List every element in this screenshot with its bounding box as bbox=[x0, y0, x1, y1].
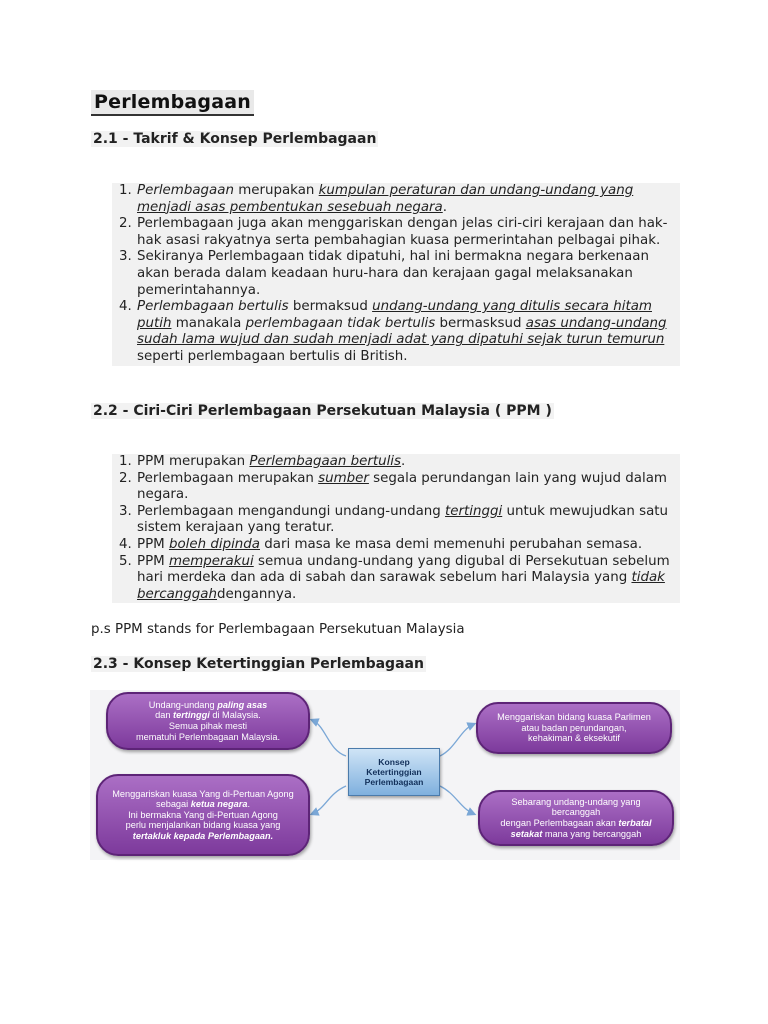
center-concept-box: Konsep Ketertinggian Perlembagaan bbox=[348, 748, 440, 796]
ciri-list bbox=[112, 454, 680, 603]
section-heading-takrif: 2.1 - Takrif & Konsep Perlembagaan bbox=[93, 131, 377, 147]
section-heading-ketertinggian: 2.3 - Konsep Ketertinggian Perlembagaan bbox=[93, 656, 424, 672]
takrif-list bbox=[112, 183, 680, 366]
list-item: 1. Perlembagaan merupakan kumpulan peraturan dan undang-undang yang menjadi asas pembentukan sesebuah negara. bbox=[136, 183, 680, 216]
ppm-note: p.s PPM stands for Perlembagaan Persekutuan Malaysia bbox=[91, 622, 465, 637]
list-item: 4. PPM boleh dipinda dari masa ke masa demi memenuhi perubahan semasa. bbox=[136, 537, 680, 554]
list-item: 2. Perlembagaan merupakan sumber segala perundangan lain yang wujud dalam negara. bbox=[136, 471, 680, 504]
connector-arrow bbox=[440, 724, 474, 756]
concept-diagram bbox=[90, 690, 680, 860]
list-item: 1. PPM merupakan Perlembagaan bertulis. bbox=[136, 454, 680, 471]
list-item: 5. PPM memperakui semua undang-undang yang digubal di Persekutuan sebelum hari merdeka dan ada di sabah dan sarawak sebelum hari Malaysia yang tidak bercanggahdengannya. bbox=[136, 554, 680, 604]
page-title: Perlembagaan bbox=[91, 90, 254, 116]
connector-arrow bbox=[312, 720, 346, 756]
bubble-bidang-kuasa: Menggariskan bidang kuasa Parlimen atau badan perundangan, kehakiman & eksekutif bbox=[476, 702, 672, 754]
bubble-terbatal: Sebarang undang-undang yang bercanggah dengan Perlembagaan akan terbatal setakat mana yang bercanggah bbox=[478, 790, 674, 846]
list-item: 4. Perlembagaan bertulis bermaksud undang-undang yang ditulis secara hitam putih manakala perlembagaan tidak bertulis bermasksud asas undang-undang sudah lama wujud dan sudah menjadi adat yang dipatuhi sejak turun temurun seperti perlembagaan bertulis di British. bbox=[136, 299, 680, 365]
list-item: 3. Sekiranya Perlembagaan tidak dipatuhi, hal ini bermakna negara berkenaan akan berada dalam keadaan huru-hara dan kerajaan gagal melaksanakan pemerintahannya. bbox=[136, 249, 680, 299]
list-item: 2. Perlembagaan juga akan menggariskan dengan jelas ciri-ciri kerajaan dan hak-hak asasi rakyatnya serta pembahagian kuasa permerintahan pelbagai pihak. bbox=[136, 216, 680, 249]
bubble-paling-asas: Undang-undang paling asas dan tertinggi di Malaysia. Semua pihak mesti mematuhi Perlembagaan Malaysia. bbox=[106, 692, 310, 750]
connector-arrow bbox=[440, 786, 474, 814]
connector-arrow bbox=[312, 786, 346, 814]
bubble-ketua-negara: Menggariskan kuasa Yang di-Pertuan Agong sebagai ketua negara. Ini bermakna Yang di-Pertuan Agong perlu menjalankan bidang kuasa yang tertakluk kepada Perlembagaan. bbox=[96, 774, 310, 856]
section-heading-ciri: 2.2 - Ciri-Ciri Perlembagaan Persekutuan Malaysia ( PPM ) bbox=[93, 403, 552, 419]
list-item: 3. Perlembagaan mengandungi undang-undang tertinggi untuk mewujudkan satu sistem kerajaan yang teratur. bbox=[136, 504, 680, 537]
